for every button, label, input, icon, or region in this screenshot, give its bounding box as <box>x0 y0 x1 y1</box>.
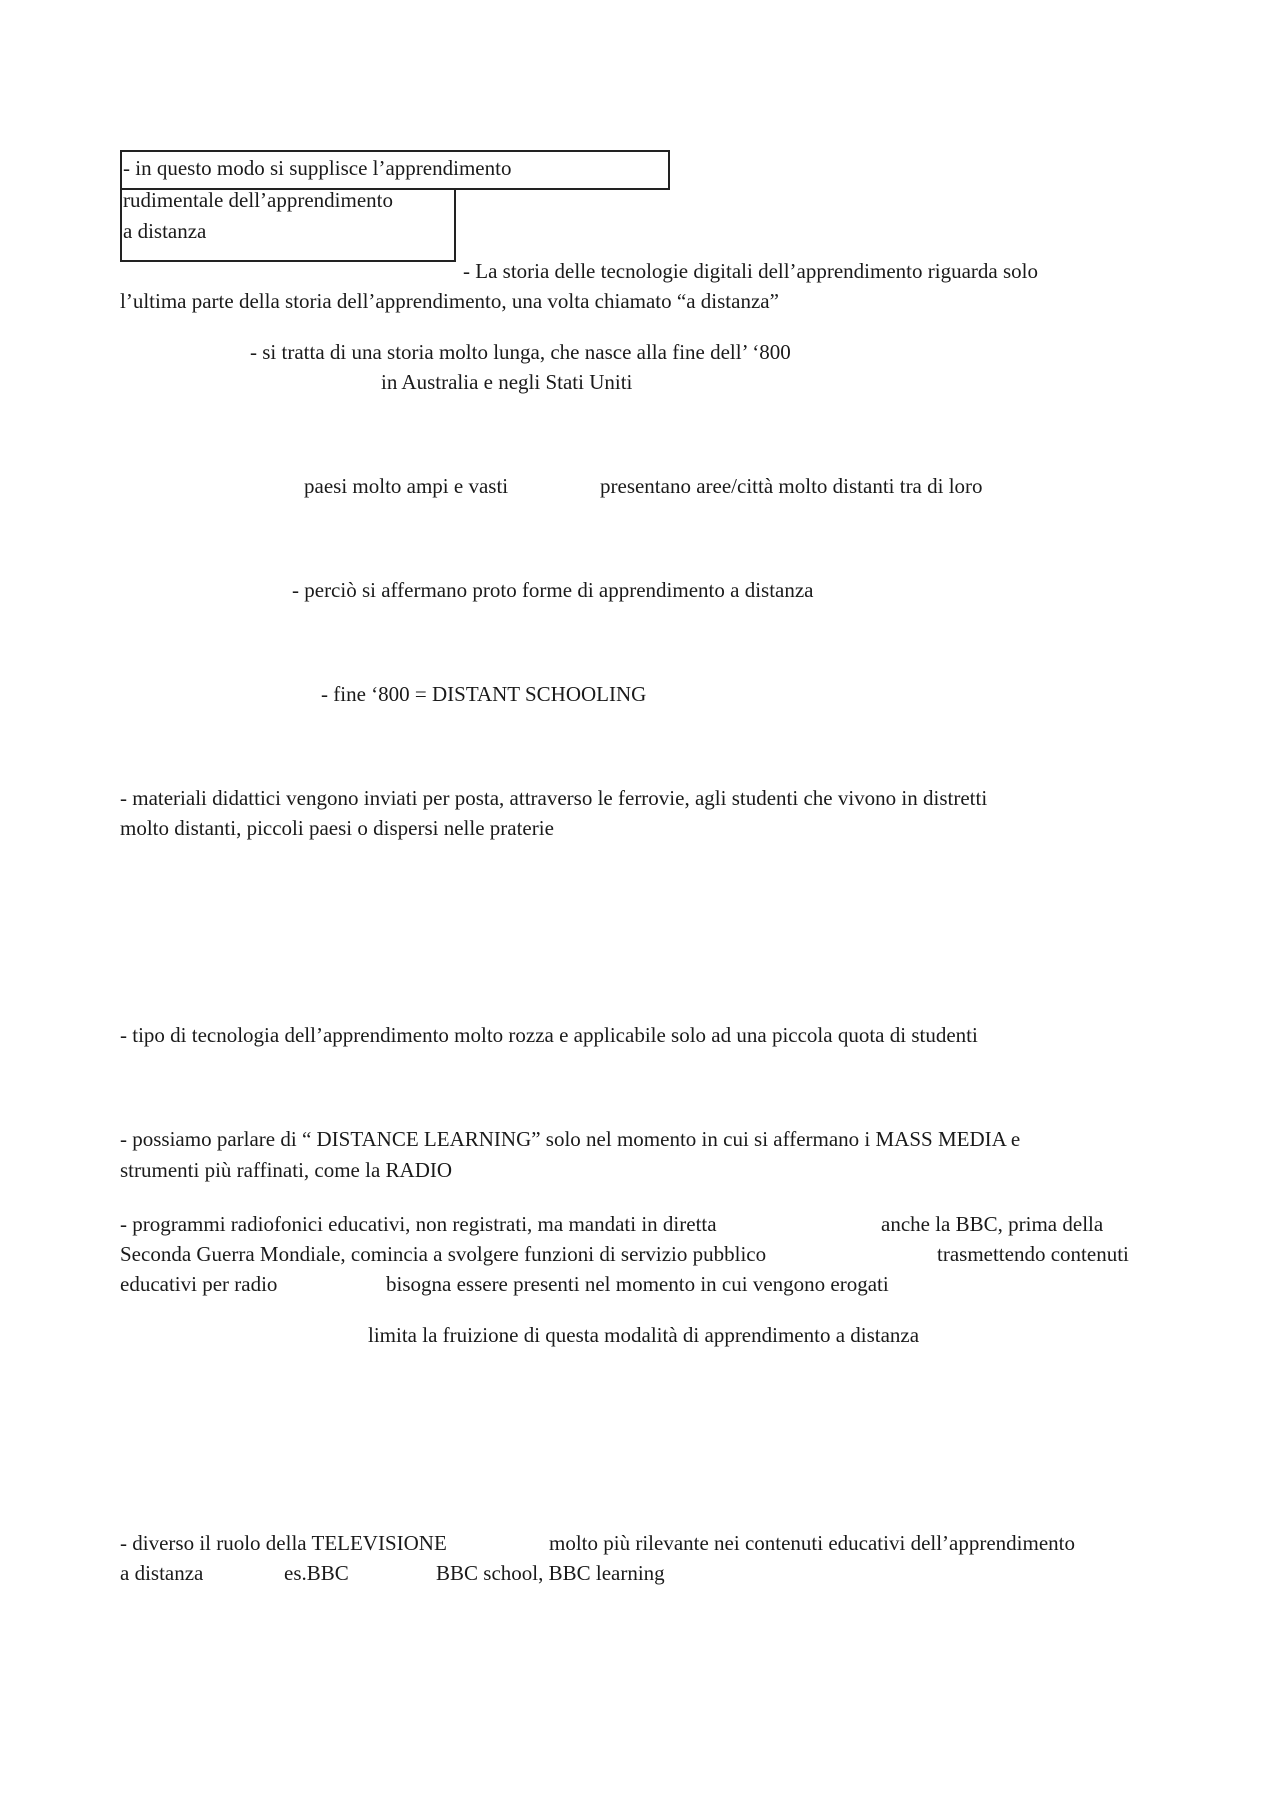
materials-line-1: - materiali didattici vengono inviati per posta, attraverso le ferrovie, agli studenti che vivono in distretti <box>120 786 988 810</box>
distant-schooling-line: - fine ‘800 = DISTANT SCHOOLING <box>321 682 647 706</box>
radio-line-3b: bisogna essere presenti nel momento in cui vengono erogati <box>386 1272 889 1296</box>
countries-left: paesi molto ampi e vasti <box>304 474 509 498</box>
distance-learning-line-1: - possiamo parlare di “ DISTANCE LEARNING” solo nel momento in cui si affermano i MASS MEDIA e <box>120 1127 1021 1151</box>
note-line-1: - in questo modo si supplisce l’apprendimento <box>123 156 512 180</box>
proto-forms-line: - perciò si affermano proto forme di apprendimento a distanza <box>292 578 814 602</box>
radio-line-2b: trasmettendo contenuti <box>937 1242 1129 1266</box>
tv-line-2b: es.BBC <box>284 1561 349 1585</box>
distance-learning-line-2: strumenti più raffinati, come la RADIO <box>120 1158 453 1182</box>
tv-line-2a: a distanza <box>120 1561 204 1585</box>
radio-line-4: limita la fruizione di questa modalità di apprendimento a distanza <box>368 1323 920 1347</box>
radio-line-3a: educativi per radio <box>120 1272 278 1296</box>
tv-line-1a: - diverso il ruolo della TELEVISIONE <box>120 1531 447 1555</box>
materials-line-2: molto distanti, piccoli paesi o dispersi nelle praterie <box>120 816 554 840</box>
history-line-2: in Australia e negli Stati Uniti <box>381 370 633 394</box>
countries-right: presentano aree/città molto distanti tra di loro <box>600 474 983 498</box>
radio-line-1a: - programmi radiofonici educativi, non registrati, ma mandati in diretta <box>120 1212 717 1236</box>
tv-line-1b: molto più rilevante nei contenuti educativi dell’apprendimento <box>549 1531 1076 1555</box>
intro-line-2: l’ultima parte della storia dell’apprendimento, una volta chiamato “a distanza” <box>120 289 779 313</box>
radio-line-2a: Seconda Guerra Mondiale, comincia a svolgere funzioni di servizio pubblico <box>120 1242 767 1266</box>
history-line-1: - si tratta di una storia molto lunga, che nasce alla fine dell’ ‘800 <box>250 340 791 364</box>
note-line-2: rudimentale dell’apprendimento <box>123 188 393 212</box>
tv-line-2c: BBC school, BBC learning <box>436 1561 665 1585</box>
intro-line-1: - La storia delle tecnologie digitali dell’apprendimento riguarda solo <box>463 259 1038 283</box>
rough-technology-line: - tipo di tecnologia dell’apprendimento molto rozza e applicabile solo ad una piccola quota di studenti <box>120 1023 978 1047</box>
radio-line-1b: anche la BBC, prima della <box>881 1212 1104 1236</box>
note-line-3: a distanza <box>123 219 207 243</box>
